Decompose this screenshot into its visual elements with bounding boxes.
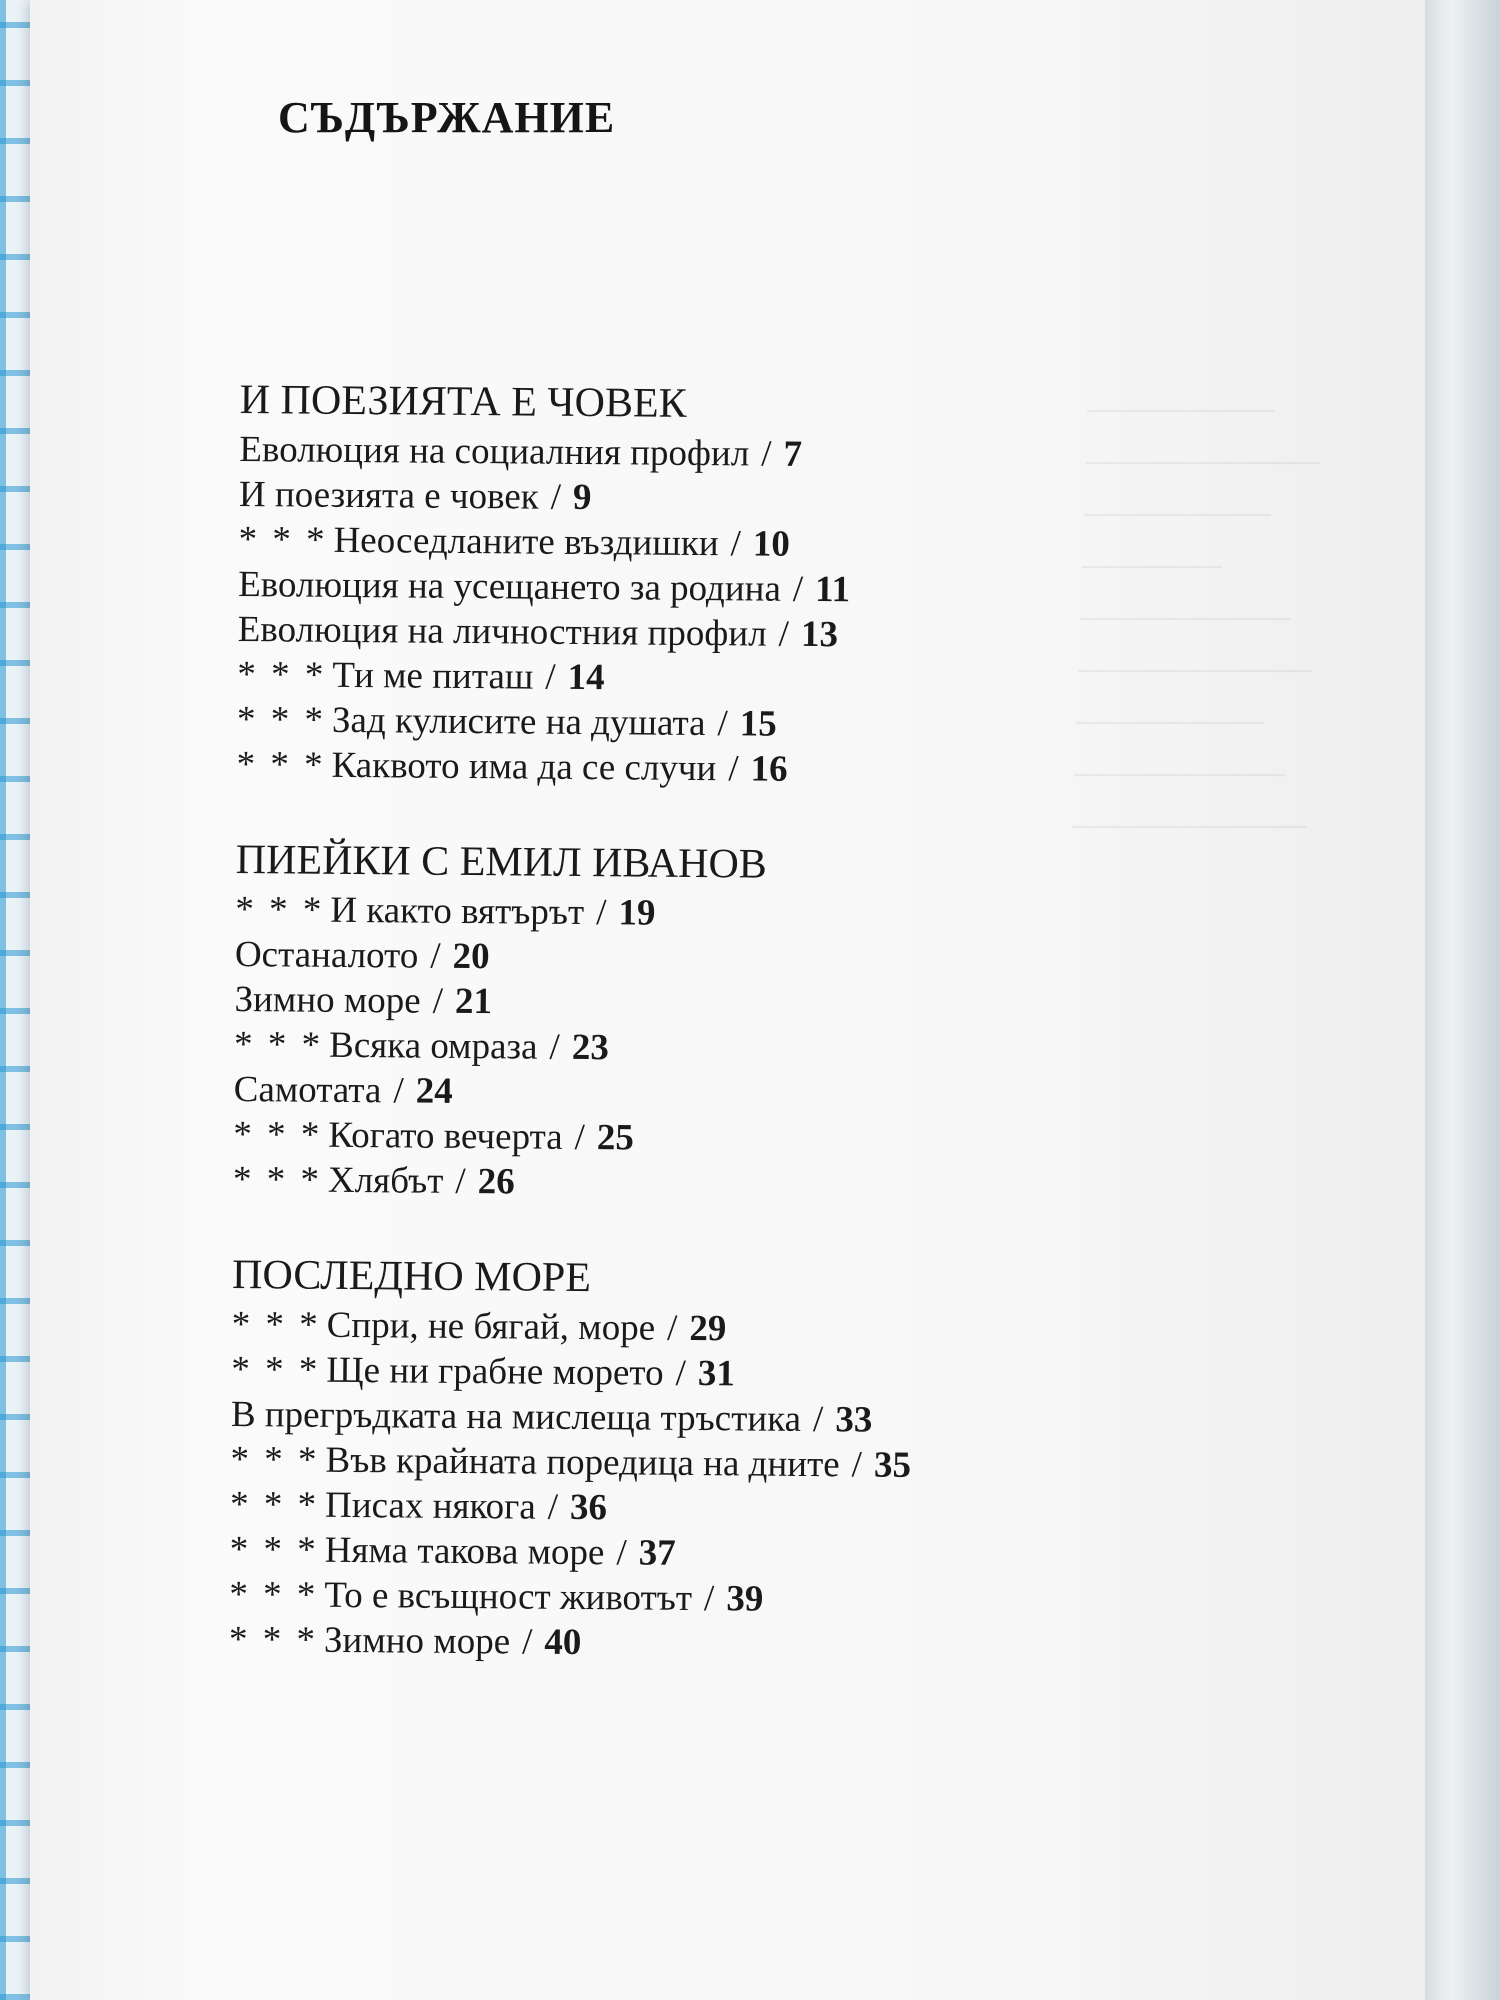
entry-title: Зад кулисите на душата: [331, 699, 706, 745]
asterisk-prefix: * * *: [231, 1348, 321, 1391]
asterisk-prefix: * * *: [229, 1528, 319, 1571]
asterisk-prefix: * * *: [232, 1158, 323, 1201]
asterisk-prefix: * * *: [236, 698, 327, 741]
page-heading: СЪДЪРЖАНИЕ: [278, 93, 616, 142]
table-of-contents: [228, 375, 1340, 1720]
entry-separator: /: [545, 656, 556, 698]
asterisk-prefix: * * *: [235, 888, 325, 931]
page-number: 29: [689, 1307, 727, 1350]
page-number: 11: [814, 569, 851, 611]
entry-separator: /: [430, 935, 441, 977]
page-number: 14: [567, 656, 605, 699]
entry-title: Еволюция на социалния профил: [239, 428, 750, 475]
entry-separator: /: [728, 748, 739, 790]
page-number: 40: [544, 1621, 582, 1664]
entry-title: Спри, не бягай, море: [326, 1304, 656, 1349]
asterisk-prefix: * * *: [237, 653, 327, 696]
entry-title: Когато вечерта: [328, 1114, 563, 1158]
page-number: 23: [571, 1026, 609, 1069]
entry-separator: /: [393, 1070, 404, 1112]
toc-entry: [233, 1157, 1333, 1212]
asterisk-prefix: * * *: [233, 1113, 323, 1156]
asterisk-prefix: * * *: [229, 1573, 319, 1616]
entry-title: Зимно море: [323, 1619, 511, 1663]
entry-title: Каквото има да се случи: [331, 744, 717, 790]
entry-separator: /: [547, 1486, 559, 1528]
entry-title: Самотата: [233, 1068, 382, 1112]
page-number: 9: [572, 476, 592, 519]
page-number: 16: [750, 748, 788, 790]
entry-separator: /: [549, 1026, 560, 1068]
page-number: 15: [739, 703, 777, 745]
page-number: 25: [596, 1117, 635, 1159]
asterisk-prefix: * * *: [230, 1438, 320, 1481]
toc-entry: [236, 742, 1336, 797]
entry-title: Еволюция на личностния профил: [237, 608, 767, 655]
page-number: 24: [415, 1070, 453, 1112]
entry-title: Зимно море: [234, 978, 421, 1022]
next-page-edge: [1425, 0, 1500, 2000]
entry-separator: /: [675, 1352, 687, 1394]
entry-title: Във крайната поредица на дните: [325, 1439, 840, 1486]
entry-title: То е всъщност животът: [324, 1574, 693, 1619]
page-number: 33: [835, 1399, 873, 1441]
section-title: ПОСЛЕДНО МОРЕ: [231, 1251, 592, 1302]
toc-section: [229, 1250, 1333, 1672]
entry-separator: /: [703, 1578, 715, 1620]
entry-title: Еволюция на усещането за родина: [237, 563, 782, 610]
entry-title: Останалото: [234, 933, 419, 977]
entry-title: Ще ни грабне морето: [326, 1349, 664, 1394]
entry-separator: /: [730, 523, 742, 565]
page-number: 37: [638, 1532, 676, 1574]
toc-section: [233, 835, 1336, 1212]
page-number: 21: [454, 980, 493, 1023]
entry-separator: /: [851, 1444, 863, 1486]
entry-title: Хлябът: [327, 1159, 444, 1202]
asterisk-prefix: * * *: [228, 1618, 319, 1661]
asterisk-prefix: * * *: [236, 743, 326, 786]
entry-separator: /: [812, 1399, 824, 1441]
entry-separator: /: [717, 703, 728, 745]
entry-separator: /: [778, 613, 790, 655]
entry-title: В прегръдката на мислеща тръстика: [230, 1393, 802, 1440]
entry-separator: /: [432, 980, 444, 1022]
entry-title: Всяка омраза: [328, 1024, 538, 1068]
page-number: 10: [752, 523, 791, 565]
asterisk-prefix: * * *: [233, 1023, 324, 1066]
section-title: ПИЕЙКИ С ЕМИЛ ИВАНОВ: [235, 836, 767, 888]
entry-separator: /: [666, 1307, 678, 1349]
entry-separator: /: [616, 1532, 627, 1574]
entry-title: Няма такова море: [324, 1529, 605, 1574]
entry-separator: /: [595, 892, 607, 934]
page-number: 13: [800, 613, 839, 656]
entry-title: Неоседланите въздишки: [333, 519, 719, 565]
page-number: 26: [477, 1161, 515, 1203]
entry-title: Ти ме питаш: [332, 654, 534, 698]
toc-section: [236, 375, 1340, 797]
entry-title: Писах някога: [324, 1484, 536, 1528]
page-number: 7: [783, 433, 803, 475]
toc-entry: [229, 1617, 1329, 1672]
page-number: 20: [452, 935, 490, 978]
asterisk-prefix: * * *: [229, 1483, 320, 1526]
entry-separator: /: [521, 1621, 533, 1663]
entry-title: И поезията е човек: [238, 473, 539, 518]
page-number: 35: [873, 1444, 912, 1486]
page-number: 36: [569, 1486, 608, 1529]
asterisk-prefix: * * *: [231, 1303, 321, 1346]
entry-separator: /: [455, 1160, 466, 1202]
section-title: И ПОЕЗИЯТА Е ЧОВЕК: [239, 376, 687, 427]
entry-title: И както вятърът: [330, 889, 585, 934]
entry-separator: /: [574, 1116, 586, 1159]
page-number: 31: [697, 1353, 736, 1395]
entry-separator: /: [792, 568, 804, 610]
entry-separator: /: [761, 433, 772, 475]
page-number: 19: [618, 892, 656, 934]
page-number: 39: [726, 1578, 764, 1620]
asterisk-prefix: * * *: [238, 518, 328, 561]
bleed-through-text: ──────── ────────── ──────── ────── ───────── ────────── ──────── ───────── ──────────: [1072, 393, 1320, 845]
entry-separator: /: [550, 476, 562, 518]
